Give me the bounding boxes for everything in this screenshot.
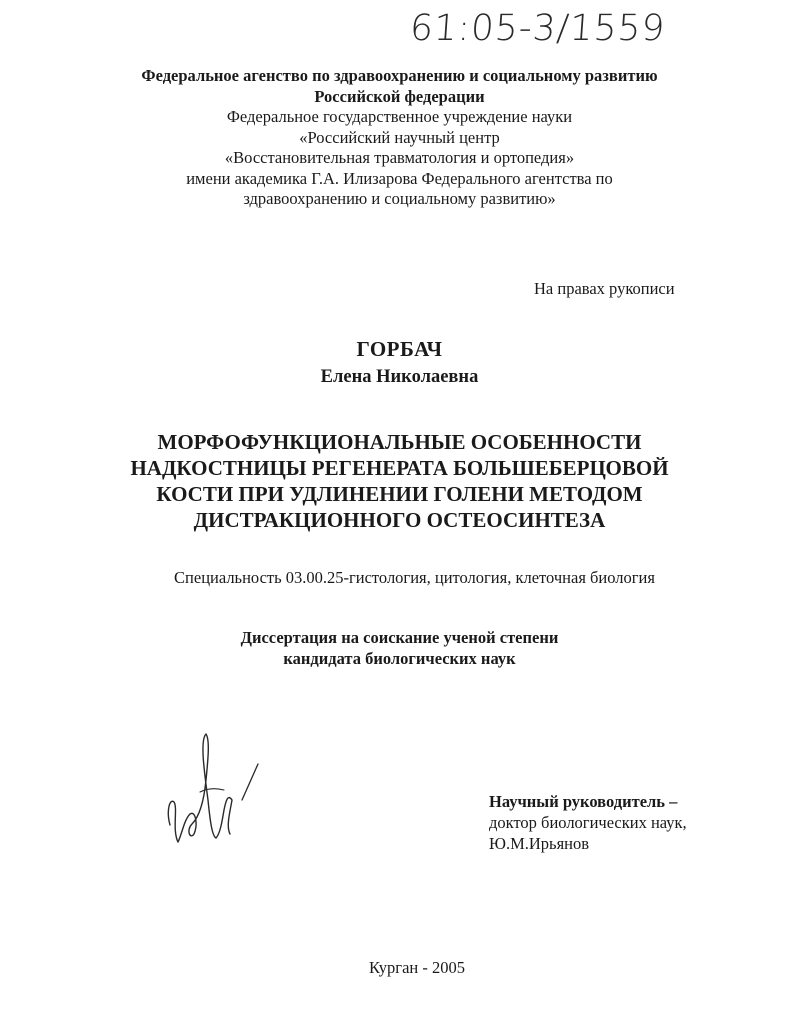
handwritten-signature (160, 730, 270, 850)
supervisor-name: Ю.М.Ирьянов (489, 834, 590, 853)
supervisor-label: Научный руководитель – (489, 792, 678, 811)
degree-statement (0, 627, 799, 669)
author-block (0, 334, 799, 390)
organization-header (0, 66, 799, 210)
institution-line-2: «Российский научный центр (299, 127, 500, 147)
author-given-names: Елена Николаевна (320, 367, 479, 387)
place-and-year: Курган - 2005 (369, 958, 465, 977)
specialty: Специальность 03.00.25-гистология, цитология, клеточная биология (174, 568, 655, 587)
archive-number: 61:05-3/1559 (408, 8, 667, 49)
institution-line-1: Федеральное государственное учреждение науки (226, 107, 573, 126)
rights-note: На правах рукописи (534, 279, 675, 298)
institution-line-5: здравоохранению и социальному развитию» (243, 189, 556, 208)
agency-line-1: Федеральное агенство по здравоохранению и социальному развитию (141, 66, 658, 85)
degree-line-2: кандидата биологических наук (283, 649, 516, 668)
supervisor-degree: доктор биологических наук, (489, 813, 687, 832)
title-line: ДИСТРАКЦИОННОГО ОСТЕОСИНТЕЗА (193, 508, 606, 532)
title-line: НАДКОСТНИЦЫ РЕГЕНЕРАТА БОЛЬШЕБЕРЦОВОЙ (130, 456, 669, 480)
supervisor-block (489, 791, 687, 854)
dissertation-title (0, 429, 799, 533)
title-line: КОСТИ ПРИ УДЛИНЕНИИ ГОЛЕНИ МЕТОДОМ (156, 482, 643, 506)
author-surname: ГОРБАЧ (356, 337, 443, 361)
title-line: МОРФОФУНКЦИОНАЛЬНЫЕ ОСОБЕННОСТИ (157, 430, 642, 454)
agency-line-2: Российской федерации (314, 86, 485, 106)
institution-line-4: имени академика Г.А. Илизарова Федерального агентства по (186, 168, 613, 188)
degree-line-1: Диссертация на соискание ученой степени (240, 628, 559, 647)
institution-line-3: «Восстановительная травматология и ортопедия» (224, 148, 575, 167)
